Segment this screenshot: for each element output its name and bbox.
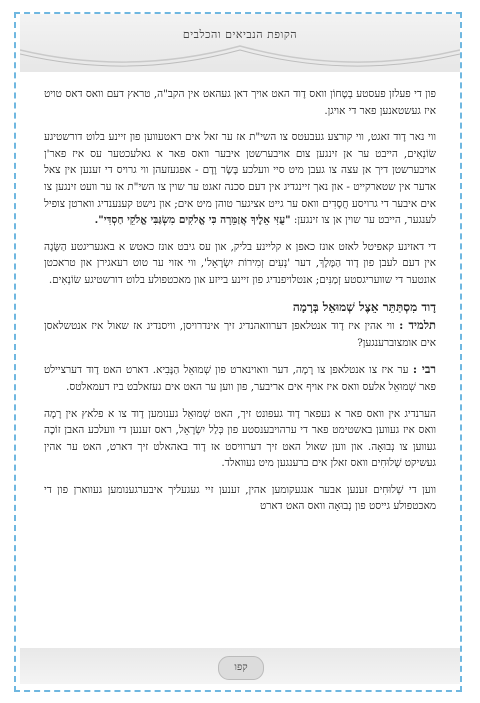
paragraph: די דאזיגע קאפיטל לאזט אונז כאפן א קליינע בליק, און עס גיבט אונז כאטש א באגעריגטע הַשָּׂגָה אין דעם לעבן פון דָוד הַמֶּלֶךְ, דער 'נְעִים זְמִירוֹת יִשְׂרָאֵל', ווי אזוי ער טוט רעאגירן און טראכטן אונטער די שוועריגסטע זְמַנִּים; אנטלויפנדיג פון זיינע בייזע און מאכטפולע בלוט דורשטיגע שׂוֹנְאִים. — [44, 240, 436, 286]
dialogue-line — [44, 361, 436, 395]
dialogue-text: ווי אהין איז דָוד אנטלאפן דערוואהנדיג זיך אינדרויסן, וויסנדיג אז שאול איז אנטשלאסן אים אומצוברענגען? — [44, 320, 436, 349]
dialogue-text: ער איז צו אנטלאפן צו רָמָה, דער וואוינארט פון שְׁמוּאֵל הַנָּבִיא. דארט האט דָוד דערציילט פאר שְׁמוּאֵל אלעס וואס איז אויף אים אריבער, פון ווען ער האט אים געזאלבט ביז דעמאלטס. — [44, 364, 436, 393]
running-header-title: הקופת הנביאים והכלבים — [182, 28, 298, 41]
paragraph: פון די פעלזן פעסטע בְטָחוֹן וואס דָוד האט אויך דאן געהאט אין הקב"ה, טראץ דעם וואס דאס טויט איז געשטאנען פאר די אויגן. — [44, 88, 436, 117]
paragraph: ווען די שְׁלוּחִים זענען אבער אנגעקומען אהין, זענען זיי געגעליך איבערגענומען געווארן פון די מאכטפולע גייסט פון נְבוּאָה וואס האט דארט — [44, 483, 436, 513]
dialogue-line — [44, 317, 436, 351]
paragraph — [44, 129, 436, 229]
paragraph-text: ווי נאר דָוד זאגט, ווי קורצע געבעטס צו השי"ת אז ער זאל אים ראטעווען פון זיינע בלוט דורשטיגע שׂוֹנְאִים, הייבט ער אן זינגען צום אויבערשטן איבער וואס פאר א גאלעכטער עס איז פאר'ן אויבערשטן דיך אן עצה צו געבן מיט סיי וועלכע בָּשָׂר וָדָם - אפגעזעהן ווי גרויס די זענען אין צאל אדער אין שטארקייט - און נאך זיינגדיג אין דעם סכנה זאגט ער שוין צו השי"ת אז ער וועט זינגען צו אים איבער די גרויסע חֲסָדִים וואס ער גייט אציגער טוהן מיט אים; און נישט קענענדיג ווארטן צופיל לענגער, הייבט ער שוין אן צו זינגען: — [44, 131, 436, 227]
page-content — [44, 86, 436, 646]
speaker-label: תלמיד : — [399, 318, 436, 333]
verse-quote: "עֻזִּי אֵלֶיךָ אֲזַמֵּרָה כִּי אֱלֹקִים מִשְׂגַּבִּי אֱלֹקֵי חַסְדִּי". — [94, 214, 291, 227]
page-number: קפו — [218, 656, 264, 680]
section-heading: דָוד מִסְתַּתֵּר אֵצֶל שְׁמוּאֵל בְּרָמָה — [292, 299, 436, 314]
paragraph: הערנדיג אין וואס פאר א געפאר דָוד געפונט זיך, האט שְׁמוּאֵל גענומען דָוד צו א פלאץ אין רָמָה וואס איז געווען באשטימט פאר די ערהויבענסטע פון כְּלַל יִשְׂרָאֵל, ראס זענען די וועלכע האבן זוֹכֶה געווען צו נְבוּאָה. און ווען שאול האט זיך דערוויסט אז דָוד באהאלט זיך דארט, האט ער אהין געשיקט שְׁלוּחִים וואס זאלן אים ברענגען מיט געוואלד. — [44, 407, 436, 470]
speaker-label: רבי : — [412, 362, 437, 377]
